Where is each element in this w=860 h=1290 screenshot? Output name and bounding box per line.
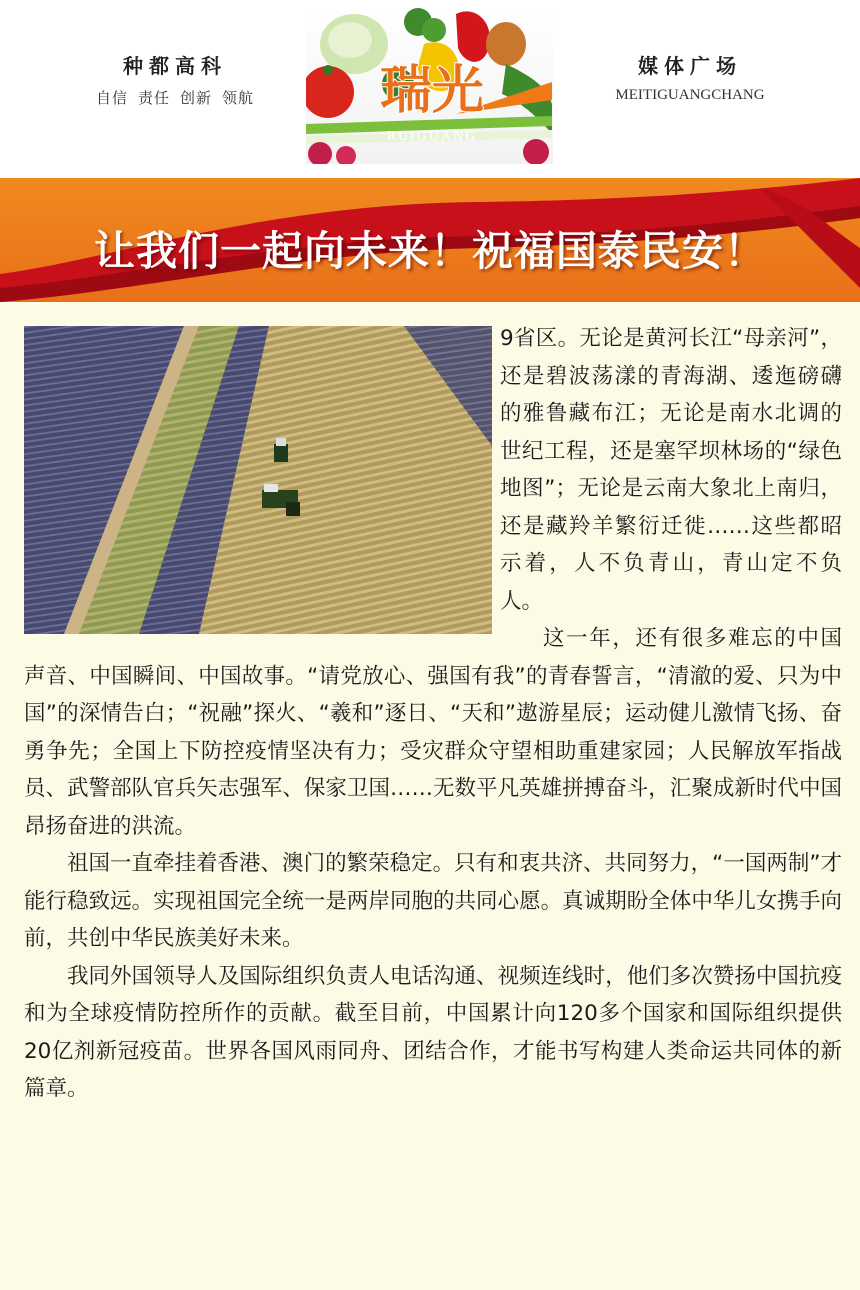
brand-left — [60, 50, 290, 108]
slogan-word: 自信 — [95, 89, 128, 107]
vegetable-logo-image — [306, 4, 553, 164]
right-brand-name: 媒体广场 — [638, 54, 742, 78]
ruiguang-logo — [306, 4, 553, 164]
article-paragraph: 祖国一直牵挂着香港、澳门的繁荣稳定。只有和衷共济、共同努力，“一国两制”才能行稳致远。实现祖国完全统一是两岸同胞的共同心愿。真诚期盼全体中华儿女携手向前，共创中华民族美好未来。 — [24, 851, 842, 951]
slogan-word: 创新 — [180, 89, 213, 107]
title-banner — [0, 178, 860, 302]
slogan-word: 责任 — [137, 89, 170, 107]
brand-right — [590, 50, 790, 104]
farmland-photo — [24, 326, 492, 634]
left-brand-name: 种都高科 — [123, 54, 227, 78]
aerial-field-image — [24, 326, 492, 634]
article-paragraph: 9省区。无论是黄河长江“母亲河”，还是碧波荡漾的青海湖、逶迤磅礴的雅鲁藏布江；无论是南水北调的世纪工程，还是塞罕坝林场的“绿色地图”；无论是云南大象北上南归，还是藏羚羊繁衍迁徙……这些都昭示着，人不负青山，青山定不负人。 — [500, 326, 842, 614]
article-paragraph: 这一年，还有很多难忘的中国声音、中国瞬间、中国故事。“请党放心、强国有我”的青春誓言，“清澈的爱、只为中国”的深情告白；“祝融”探火、“羲和”逐日、“天和”遨游星辰；运动健儿激情飞扬、奋勇争先；全国上下防控疫情坚决有力；受灾群众守望相助重建家园；人民解放军指战员、武警部队官兵矢志强军、保家卫国……无数平凡英雄拼搏奋斗，汇聚成新时代中国昂扬奋进的洪流。 — [24, 626, 842, 839]
logo-latin-text: RUIGUANG — [386, 129, 478, 144]
right-brand-latin: MEITIGUANGCHANG — [615, 87, 765, 103]
header — [0, 0, 860, 178]
left-slogan — [60, 87, 290, 108]
article-paragraph: 我同外国领导人及国际组织负责人电话沟通、视频连线时，他们多次赞扬中国抗疫和为全球疫情防控所作的贡献。截至目前，中国累计向120多个国家和国际组织提供20亿剂新冠疫苗。世界各国风雨同舟、团结合作，才能书写构建人类命运共同体的新篇章。 — [24, 963, 842, 1101]
slogan-word: 领航 — [222, 89, 255, 107]
article — [24, 320, 842, 1108]
banner-title: 让我们一起向未来！祝福国泰民安！ — [94, 227, 766, 275]
logo-brand-text: 瑞光 — [379, 60, 485, 121]
